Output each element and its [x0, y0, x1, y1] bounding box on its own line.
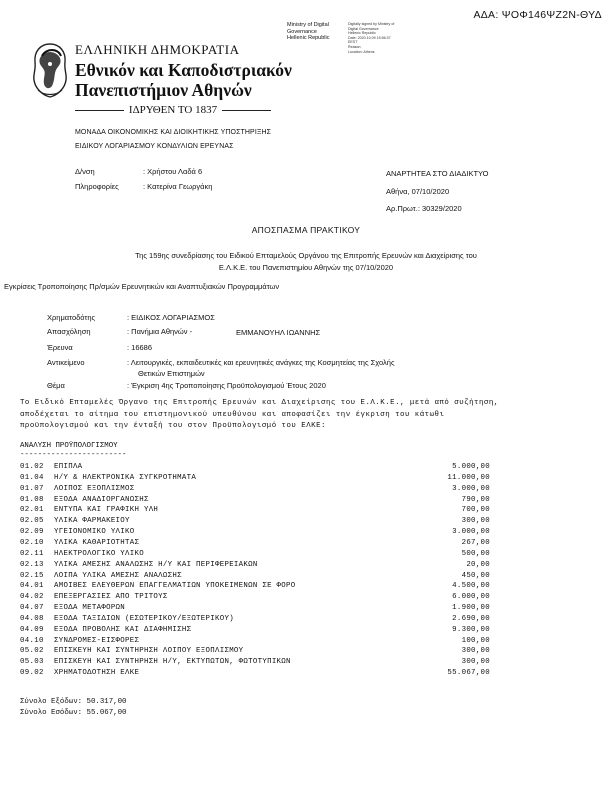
info-value: : Κατερίνα Γεωργάκη: [143, 182, 213, 191]
budget-row: [20, 669, 490, 680]
budget-item-name: ΑΜΟΙΒΕΣ ΕΛΕΥΘΕΡΩΝ ΕΠΑΓΓΕΛΜΑΤΙΩΝ ΥΠΟΚΕΙΜΕΝΩΝ ΣΕ ΦΟΡΟ: [54, 582, 296, 591]
budget-code: 02.15: [20, 571, 44, 580]
budget-code: 02.01: [20, 506, 44, 515]
total-expenses: Σύνολο Εξόδων: 50.317,00: [20, 698, 127, 706]
budget-item-name: ΕΞΟΔΑ ΤΑΞΙΔΙΩΝ (ΕΣΩΤΕΡΙΚΟΥ/ΕΞΩΤΕΡΙΚΟΥ): [54, 614, 234, 623]
budget-amount: 2.690,00: [452, 614, 490, 623]
budget-code: 09.02: [20, 669, 44, 678]
page-title: ΑΠΟΣΠΑΣΜΑ ΠΡΑΚΤΙΚΟΥ: [251, 225, 361, 235]
budget-row: [20, 550, 490, 561]
budget-amount: 450,00: [461, 571, 490, 580]
budget-code: 02.10: [20, 538, 44, 547]
university-logo-icon: [28, 40, 72, 102]
budget-row: [20, 572, 490, 583]
budget-amount: 4.500,00: [452, 582, 490, 591]
budget-row: [20, 561, 490, 572]
subject-value-line1: : Λειτουργικές, εκπαιδευτικές και ερευνητικές ανάγκες της Κοσμητείας της Σχολής: [127, 358, 395, 367]
address-value: : Χρήστου Λαδά 6: [143, 167, 203, 176]
budget-item-name: ΣΥΝΔΡΟΜΕΣ-ΕΙΣΦΟΡΕΣ: [54, 636, 140, 645]
university-name-line1: Εθνικόν και Καποδιστριακόν: [75, 60, 292, 80]
budget-code: 04.02: [20, 593, 44, 602]
stamp-line: Hellenic Republic: [287, 35, 330, 41]
subject-label: Αντικείμενο: [47, 358, 85, 367]
approvals-heading: Εγκρίσεις Τροποποίησης Πρ/σμών Ερευνητικών και Αναπτυξιακών Προγραμμάτων: [4, 282, 280, 291]
budget-item-name: ΗΛΕΚΤΡΟΛΟΓΙΚΟ ΥΛΙΚΟ: [54, 549, 144, 558]
budget-row: [20, 582, 490, 593]
budget-item-name: Η/Υ & ΗΛΕΚΤΡΟΝΙΚΑ ΣΥΓΚΡΟΤΗΜΑΤΑ: [54, 473, 197, 482]
budget-amount: 790,00: [461, 495, 490, 504]
university-name-line2: Πανεπιστήμιον Αθηνών: [75, 80, 252, 100]
stamp-detail-line: Reason:: [348, 44, 362, 49]
budget-row: [20, 539, 490, 550]
budget-row: [20, 658, 490, 669]
budget-code: 02.05: [20, 517, 44, 526]
funder-label: Χρηματοδότης: [47, 313, 96, 322]
budget-item-name: ΧΡΗΜΑΤΟΔΟΤΗΣΗ ΕΛΚΕ: [54, 669, 140, 678]
budget-item-name: ΕΠΕΞΕΡΓΑΣΙΕΣ ΑΠΟ ΤΡΙΤΟΥΣ: [54, 593, 168, 602]
divider: [75, 110, 124, 111]
budget-code: 04.09: [20, 625, 44, 634]
budget-item-name: ΕΠΙΣΚΕΥΗ ΚΑΙ ΣΥΝΤΗΡΗΣΗ ΛΟΙΠΟΥ ΕΞΟΠΛΙΣΜΟΥ: [54, 647, 244, 656]
ada-code: ΑΔΑ: ΨΟΦ146ΨΖ2Ν-ΘΥΔ: [473, 9, 602, 21]
budget-item-name: ΥΛΙΚΑ ΑΜΕΣΗΣ ΑΝΑΛΩΣΗΣ Η/Υ ΚΑΙ ΠΕΡΙΦΕΡΕΙΑΚΩΝ: [54, 560, 258, 569]
budget-code: 01.04: [20, 473, 44, 482]
budget-code: 05.03: [20, 658, 44, 667]
research-label: Έρευνα: [47, 343, 73, 352]
unit-line2: ΕΙΔΙΚΟΥ ΛΟΓΑΡΙΑΣΜΟΥ ΚΟΝΔΥΛΙΩΝ ΕΡΕΥΝΑΣ: [75, 143, 234, 150]
subtitle-line1: Της 159ης συνεδρίασης του Ειδικού Επταμελούς Οργάνου της Επιτροπής Ερευνών και Διαχείρισης του: [135, 251, 477, 260]
budget-item-name: ΛΟΙΠΟΣ ΕΞΟΠΛΙΣΜΟΣ: [54, 484, 135, 493]
investigator-label: Απασχόληση: [47, 327, 91, 336]
established-label: [75, 104, 271, 116]
budget-code: 01.07: [20, 484, 44, 493]
budget-item-name: ΥΓΕΙΟΝΟΜΙΚΟ ΥΛΙΚΟ: [54, 528, 135, 537]
budget-code: 01.02: [20, 463, 44, 471]
budget-amount: 11.000,00: [447, 473, 490, 482]
theme-value: : Έγκριση 4ης Τροποποίησης Προϋπολογισμού Έτους 2020: [127, 381, 326, 390]
unit-block: [75, 126, 271, 154]
budget-row: [20, 626, 490, 637]
budget-code: 02.11: [20, 549, 44, 558]
total-income: Σύνολο Εσόδων: 55.067,00: [20, 709, 127, 717]
budget-row: [20, 604, 490, 615]
page-subtitle: [60, 250, 552, 274]
budget-row: [20, 506, 490, 517]
investigator-name: ΕΜΜΑΝΟΥΗΛ ΙΩΑΝΝΗΣ: [236, 328, 321, 337]
budget-amount: 3.000,00: [452, 528, 490, 537]
signature-stamp: [287, 22, 330, 42]
budget-amount: 700,00: [461, 506, 490, 515]
budget-item-name: ΥΛΙΚΑ ΚΑΘΑΡΙΟΤΗΤΑΣ: [54, 538, 140, 547]
subtitle-line2: Ε.Λ.Κ.Ε. του Πανεπιστημίου Αθηνών της 07/10/2020: [218, 263, 394, 272]
budget-amount: 100,00: [461, 636, 490, 645]
stamp-detail-line: Hellenic Republic: [348, 31, 376, 36]
budget-item-name: ΕΞΟΔΑ ΑΝΑΔΙΟΡΓΑΝΩΣΗΣ: [54, 495, 149, 504]
budget-amount: 267,00: [461, 538, 490, 547]
budget-code: 04.01: [20, 582, 44, 591]
info-label: Πληροφορίες: [75, 182, 119, 191]
budget-code: 02.09: [20, 528, 44, 537]
stamp-detail-line: Digital Governance: [348, 26, 379, 31]
budget-code: 01.08: [20, 495, 44, 504]
subject-value-line2: Θετικών Επιστημών: [138, 369, 205, 378]
budget-code: 05.02: [20, 647, 44, 656]
budget-code: 04.10: [20, 636, 44, 645]
protocol-number: Αρ.Πρωτ.: 30329/2020: [386, 204, 462, 213]
budget-row: [20, 474, 490, 485]
budget-amount: 20,00: [466, 560, 490, 569]
budget-item-name: ΕΞΟΔΑ ΠΡΟΒΟΛΗΣ ΚΑΙ ΔΙΑΦΗΜΙΣΗΣ: [54, 625, 192, 634]
budget-amount: 55.067,00: [447, 669, 490, 678]
budget-item-name: ΕΝΤΥΠΑ ΚΑΙ ΓΡΑΦΙΚΗ ΥΛΗ: [54, 506, 159, 515]
intro-paragraph: Το Ειδικό Επταμελές Όργανο της Επιτροπής Ερευνών και Διαχείρισης του Ε.Λ.Κ.Ε., μετά από συζήτηση, αποδέχεται το αίτημα του επιστημονικού υπευθύνου και αποφασίζει την έγκριση του κάτωθι προϋπολογισμού και την ένταξή του στον Προϋπολογισμό του ΕΛΚΕ:: [20, 399, 499, 430]
divider: [222, 110, 271, 111]
budget-amount: 6.000,00: [452, 593, 490, 602]
budget-item-name: ΕΠΙΠΛΑ: [54, 463, 83, 471]
stamp-detail-line: EEST: [348, 40, 358, 45]
stamp-detail-line: Date: 2020.10.09 15:56:37: [348, 35, 391, 40]
budget-heading: ΑΝΑΛΥΣΗ ΠΡΟΫΠΟΛΟΓΙΣΜΟΥ: [20, 442, 118, 450]
stamp-detail-line: Location: Athens: [348, 49, 375, 54]
posting-label: ΑΝΑΡΤΗΤΕΑ ΣΤΟ ΔΙΑΔΙΚΤΥΟ: [386, 169, 489, 178]
budget-row: [20, 615, 490, 626]
republic-label: ΕΛΛΗΝΙΚΗ ΔΗΜΟΚΡΑΤΙΑ: [75, 42, 240, 57]
budget-item-name: ΥΛΙΚΑ ΦΑΡΜΑΚΕΙΟΥ: [54, 517, 130, 526]
budget-row: [20, 485, 490, 496]
budget-code: 04.08: [20, 614, 44, 623]
university-name: [75, 60, 292, 100]
address-label: Δ/νση: [75, 167, 95, 176]
unit-line1: ΜΟΝΑΔΑ ΟΙΚΟΝΟΜΙΚΗΣ ΚΑΙ ΔΙΟΙΚΗΤΙΚΗΣ ΥΠΟΣΤΗΡΙΞΗΣ: [75, 129, 272, 136]
theme-label: Θέμα: [47, 381, 65, 390]
budget-amount: 1.900,00: [452, 604, 490, 613]
stamp-line: Governance: [287, 28, 317, 35]
date-label: Αθήνα, 07/10/2020: [386, 187, 450, 196]
budget-row: [20, 637, 490, 648]
budget-row: [20, 517, 490, 528]
budget-heading-underline: ------------------------: [20, 451, 127, 459]
research-value: : 16686: [127, 343, 153, 352]
budget-item-name: ΕΞΟΔΑ ΜΕΤΑΦΟΡΩΝ: [54, 604, 126, 613]
stamp-line: Ministry of Digital: [287, 22, 329, 28]
stamp-detail-line: Digitally signed by Ministry of: [348, 22, 395, 26]
signature-stamp-details: [348, 22, 394, 54]
budget-code: 02.13: [20, 560, 44, 569]
investigator-value: : Πανήμια Αθηνών -: [127, 327, 193, 336]
budget-amount: 300,00: [461, 647, 490, 656]
established-text: ΙΔΡΥΘΕΝ ΤΟ 1837: [128, 104, 218, 116]
budget-code: 04.07: [20, 604, 44, 613]
funder-value: : ΕΙΔΙΚΟΣ ΛΟΓΑΡΙΑΣΜΟΣ: [127, 313, 215, 322]
budget-amount: 300,00: [461, 658, 490, 667]
budget-item-name: ΛΟΙΠΑ ΥΛΙΚΑ ΑΜΕΣΗΣ ΑΝΑΛΩΣΗΣ: [54, 571, 182, 580]
budget-row: [20, 528, 490, 539]
budget-row: [20, 463, 490, 474]
budget-row: [20, 593, 490, 604]
budget-row: [20, 647, 490, 658]
budget-amount: 500,00: [461, 549, 490, 558]
budget-amount: 3.000,00: [452, 484, 490, 493]
budget-row: [20, 496, 490, 507]
budget-amount: 5.000,00: [452, 463, 490, 471]
budget-item-name: ΕΠΙΣΚΕΥΗ ΚΑΙ ΣΥΝΤΗΡΗΣΗ Η/Υ, ΕΚΤΥΠΩΤΩΝ, ΦΩΤΟΤΥΠΙΚΩΝ: [54, 658, 291, 667]
budget-amount: 300,00: [461, 517, 490, 526]
budget-amount: 9.300,00: [452, 625, 490, 634]
